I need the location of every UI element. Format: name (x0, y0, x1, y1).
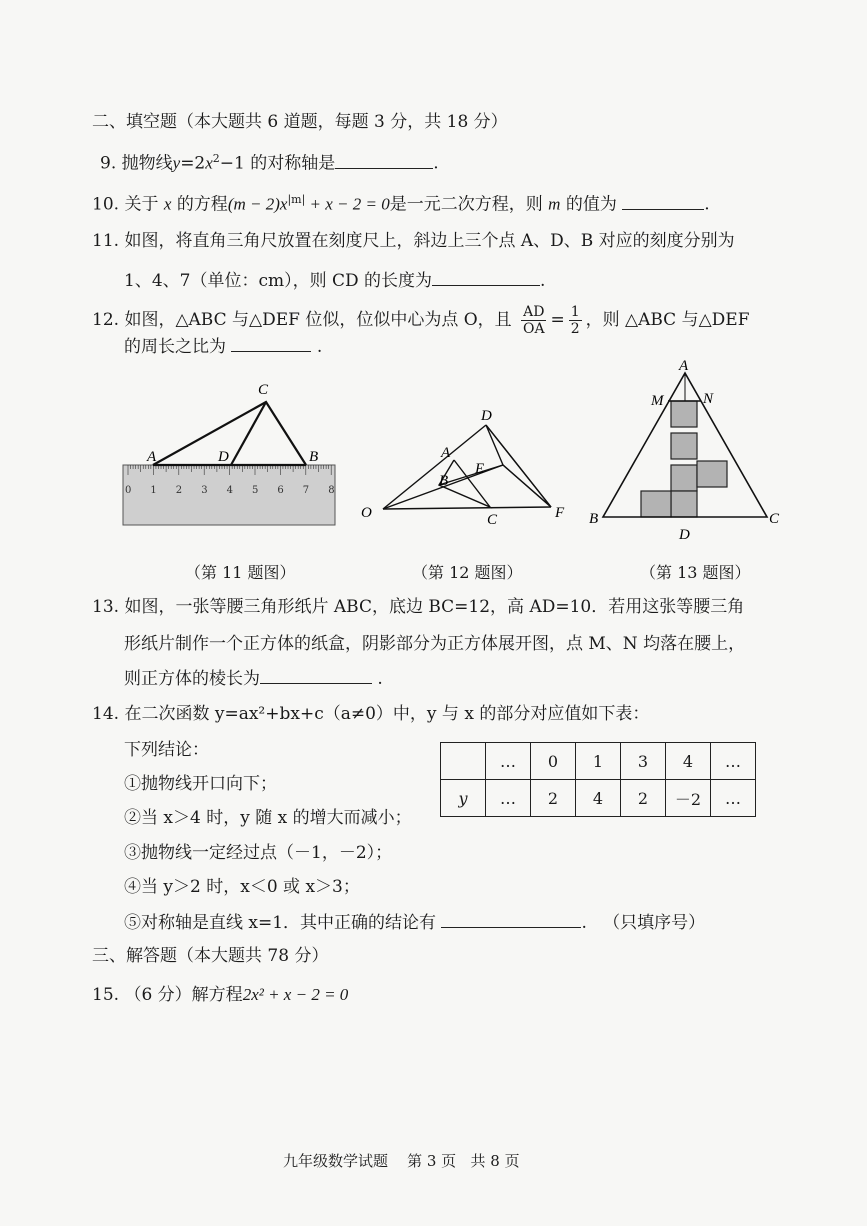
label-c: C (258, 382, 269, 398)
table-cell: 2 (621, 780, 666, 817)
page-footer: 九年级数学试题 第 3 页 共 8 页 (283, 1152, 520, 1170)
question-number: 14. (92, 704, 120, 724)
question-number: 13. (92, 597, 120, 617)
table-cell: 3 (621, 743, 666, 780)
figure-12-caption: （第 12 题图） (412, 563, 523, 582)
answer-blank[interactable] (260, 665, 372, 684)
answer-blank[interactable] (622, 191, 704, 210)
label-m: M (651, 393, 664, 409)
conclusion-2: ②当 x＞4 时，y 随 x 的增大而减小； (124, 808, 412, 828)
table-cell: … (711, 780, 756, 817)
ruler-tick-label: 0 (125, 485, 132, 496)
answer-blank[interactable] (231, 333, 311, 352)
ruler-tick-label: 8 (328, 485, 335, 496)
table-cell (441, 743, 486, 780)
label-b: B (439, 473, 449, 489)
value-table (440, 742, 756, 817)
side-ef (503, 465, 551, 507)
label-d: D (218, 449, 229, 465)
question-10: 10. 关于 x 的方程$(m - 2)x^{|m|} + x - 2 = 0$是一元二次方程，则 m 的值为 . (92, 188, 710, 217)
figure-13 (585, 357, 785, 547)
figure-12 (355, 405, 577, 530)
question-12: 12. 如图，△ABC 与△DEF 位似，位似中心为点 O，且 $\frac{AD}{OA}$ = $\frac{1}{2}$ ，则 △ABC 与△DEF (92, 304, 750, 337)
net-square (671, 433, 697, 459)
conclusion-3: ③抛物线一定经过点（－1，－2）； (124, 843, 393, 863)
question-12-line2: 的周长之比为 . (124, 333, 322, 359)
net-square (671, 465, 697, 491)
question-13: 13. 如图，一张等腰三角形纸片 ABC，底边 BC=12，高 AD=10．若用这张等腰三角 (92, 597, 745, 617)
conclusion-1: ①抛物线开口向下； (124, 774, 277, 794)
table-cell: … (711, 743, 756, 780)
label-f: F (555, 505, 565, 521)
ruler-tick-label: 4 (226, 485, 233, 496)
label-d: D (481, 408, 492, 424)
label-e: E (475, 461, 485, 477)
ruler-tick-label: 2 (175, 485, 183, 496)
label-d: D (679, 527, 690, 543)
question-number: 12. (92, 310, 120, 330)
question-9: 9. 抛物线$y=2x^2-1$ 的对称轴是 . (100, 147, 439, 176)
ratio-fraction: $\frac{AD}{OA}$ (522, 304, 545, 337)
table-cell: －2 (666, 780, 711, 817)
answer-blank[interactable] (432, 267, 540, 286)
table-row-y (441, 780, 756, 817)
table-cell: 0 (531, 743, 576, 780)
label-o: O (361, 505, 372, 521)
question-13-line2: 形纸片制作一个正方体的纸盒，阴影部分为正方体展开图，点 M、N 均落在腰上， (124, 634, 746, 654)
net-square (671, 491, 697, 517)
table-cell: … (486, 780, 531, 817)
question-13-line3: 则正方体的棱长为 . (124, 665, 383, 691)
line-of (383, 507, 551, 509)
ruler-tick-label: 5 (252, 485, 259, 496)
net-square (671, 401, 697, 427)
label-c: C (769, 511, 780, 527)
net-square (697, 461, 727, 487)
table-cell: 1 (576, 743, 621, 780)
question-number: 9. (100, 153, 117, 174)
table-cell: 2 (531, 780, 576, 817)
answer-blank[interactable] (335, 150, 433, 169)
label-a: A (441, 445, 451, 461)
figure-11-caption: （第 11 题图） (185, 563, 296, 582)
ruler-tick-label: 1 (150, 485, 157, 496)
line-od (383, 425, 486, 509)
table-cell: 4 (666, 743, 711, 780)
conclusion-5: ⑤对称轴是直线 x=1．其中正确的结论有 . （只填序号） (124, 909, 705, 935)
section-heading: 三、解答题（本大题共 78 分） (92, 946, 329, 966)
label-b: B (589, 511, 599, 527)
ruler-tick-label: 7 (302, 485, 310, 496)
label-n: N (703, 391, 714, 407)
question-11: 11. 如图，将直角三角尺放置在刻度尺上，斜边上三个点 A、D、B 对应的刻度分别为 (92, 231, 735, 251)
triangle-abc (153, 402, 306, 465)
half-fraction: $\frac{1}{2}$ (570, 304, 580, 337)
label-a: A (147, 449, 157, 465)
table-cell: … (486, 743, 531, 780)
question-number: 11. (92, 231, 120, 251)
table-cell: 4 (576, 780, 621, 817)
label-c: C (487, 512, 498, 528)
net-square (641, 491, 671, 517)
section-heading: 二、填空题（本大题共 6 道题，每题 3 分，共 18 分） (92, 112, 508, 132)
question-14-lead: 下列结论： (124, 740, 209, 760)
question-number: 15. (92, 985, 120, 1005)
question-11-line2: 1、4、7（单位：cm），则 CD 的长度为 . (124, 267, 545, 293)
figure-13-caption: （第 13 题图） (640, 563, 751, 582)
answer-blank[interactable] (441, 909, 581, 928)
ruler-tick-label: 6 (277, 485, 284, 496)
ruler-tick-label: 3 (201, 485, 208, 496)
table-row-x (441, 743, 756, 780)
question-15: 15. （6 分）解方程2x² + x − 2 = 0 (92, 985, 349, 1005)
table-cell: y (441, 780, 486, 817)
conclusion-4: ④当 y＞2 时，x＜0 或 x＞3； (124, 877, 360, 897)
side-df (486, 425, 551, 507)
label-a: A (679, 358, 689, 374)
question-number: 10. (92, 194, 120, 215)
label-b: B (309, 449, 319, 465)
figure-11 (115, 375, 347, 535)
question-14: 14. 在二次函数 y=ax²+bx+c（a≠0）中，y 与 x 的部分对应值如下表： (92, 704, 650, 724)
